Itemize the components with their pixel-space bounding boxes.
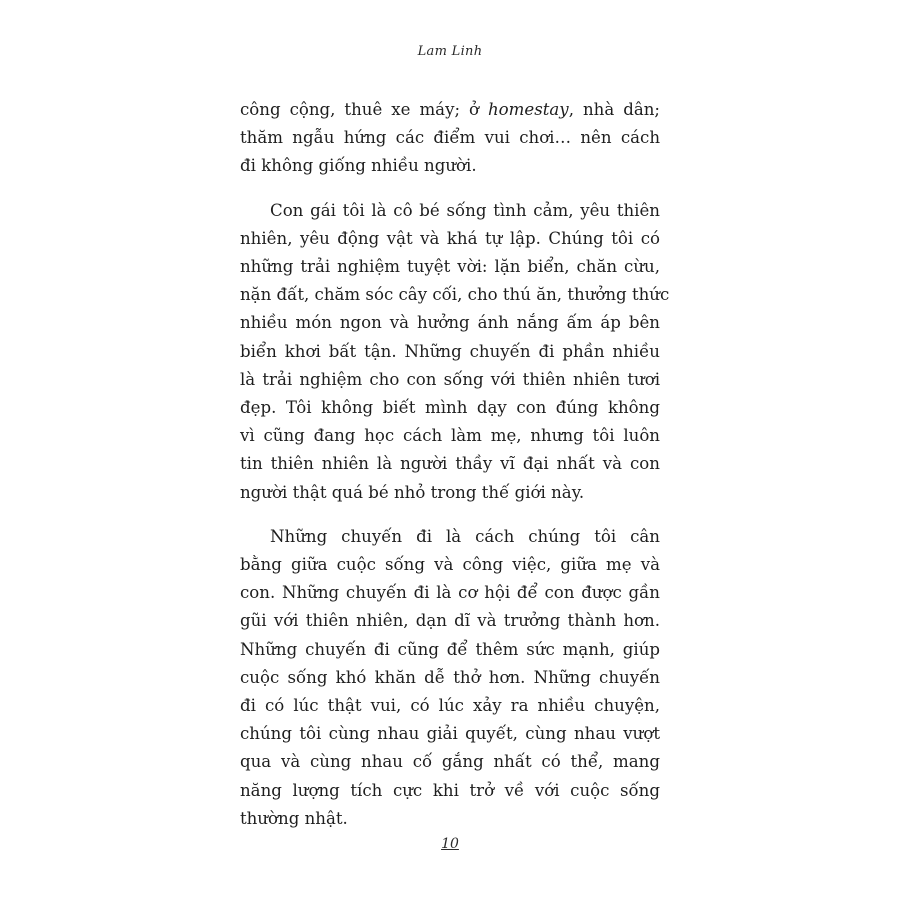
text-line: Con gái tôi là cô bé sống tình cảm, yêu thiên	[270, 200, 660, 220]
text-line: con. Những chuyến đi là cơ hội để con được gần	[240, 583, 660, 603]
text-line: cuộc sống khó khăn dễ thở hơn. Những chuyến	[240, 667, 660, 687]
text-line: thăm ngẫu hứng các điểm vui chơi… nên cách	[240, 128, 660, 148]
text-line: là trải nghiệm cho con sống với thiên nhiên tươi	[240, 369, 660, 389]
text-line: chúng tôi cùng nhau giải quyết, cùng nhau vượt	[240, 724, 660, 744]
paragraph-1	[240, 96, 660, 181]
running-head-author: Lam Linh	[417, 44, 483, 59]
text-line: tin thiên nhiên là người thầy vĩ đại nhất và con	[240, 454, 660, 474]
text-line: thường nhật.	[240, 808, 348, 828]
text-line: nặn đất, chăm sóc cây cối, cho thú ăn, thưởng thức	[240, 285, 670, 305]
text-line: đi có lúc thật vui, có lúc xảy ra nhiều chuyện,	[240, 696, 660, 716]
page-number: 10	[441, 836, 459, 852]
text-line: Những chuyến đi là cách chúng tôi cân	[270, 526, 660, 546]
text-line: đi không giống nhiều người.	[240, 156, 477, 176]
text-line: công cộng, thuê xe máy; ở homestay, nhà dân;	[240, 100, 660, 119]
text-line: vì cũng đang học cách làm mẹ, nhưng tôi luôn	[240, 426, 660, 446]
text-line: người thật quá bé nhỏ trong thế giới này.	[240, 482, 585, 502]
paragraph-2	[240, 197, 670, 507]
text-line: gũi với thiên nhiên, dạn dĩ và trưởng thành hơn.	[240, 611, 660, 631]
text-line: đẹp. Tôi không biết mình dạy con đúng không	[240, 398, 660, 418]
text-line: năng lượng tích cực khi trở về với cuộc sống	[240, 780, 660, 800]
text-line: nhiên, yêu động vật và khá tự lập. Chúng tôi có	[240, 228, 660, 248]
text-line: biển khơi bất tận. Những chuyến đi phần nhiều	[240, 341, 660, 361]
text-line: nhiều món ngon và hưởng ánh nắng ấm áp bên	[240, 313, 660, 333]
text-line: những trải nghiệm tuyệt vời: lặn biển, chăn cừu,	[240, 257, 660, 277]
paragraph-3	[240, 523, 660, 833]
text-line: Những chuyến đi cũng để thêm sức mạnh, giúp	[240, 639, 660, 659]
text-line: bằng giữa cuộc sống và công việc, giữa mẹ và	[240, 555, 660, 575]
text-line: qua và cùng nhau cố gắng nhất có thể, mang	[240, 752, 660, 772]
body-text	[240, 96, 670, 833]
